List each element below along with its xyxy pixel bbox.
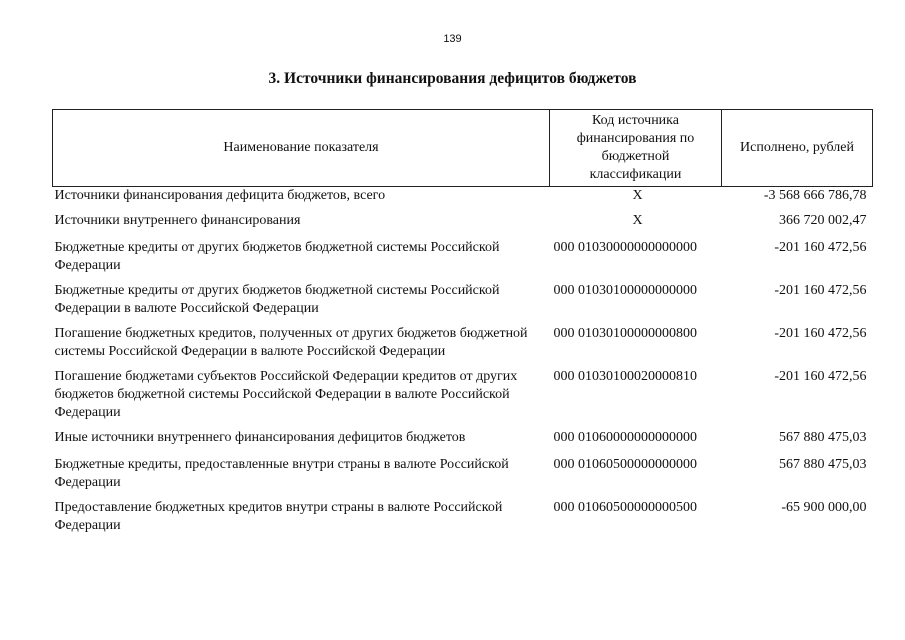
header-executed-amount: Исполнено, рублей <box>722 110 873 187</box>
row-amount: -201 160 472,56 <box>774 283 867 298</box>
row-amount: 366 720 002,47 <box>779 213 867 228</box>
row-amount: -65 900 000,00 <box>781 500 867 515</box>
row-code: X <box>632 188 643 203</box>
row-code: 000 01030100000000800 <box>553 326 697 341</box>
row-name: Бюджетные кредиты от других бюджетов бюджетной системы Российской Федерации <box>54 240 500 273</box>
table-row <box>53 206 873 231</box>
row-amount: 567 880 475,03 <box>779 430 867 445</box>
table-row <box>53 493 873 536</box>
row-code: 000 01060500000000500 <box>553 500 697 515</box>
row-amount: 567 880 475,03 <box>779 457 867 472</box>
row-amount: -201 160 472,56 <box>774 369 867 384</box>
row-name: Источники финансирования дефицита бюджетов, всего <box>54 188 386 203</box>
row-amount: -201 160 472,56 <box>774 240 867 255</box>
financing-sources-table <box>52 109 873 536</box>
row-name: Погашение бюджетами субъектов Российской Федерации кредитов от других бюджетов бюджетной системы Российской Федерации в валюте Российской Федерации <box>54 369 518 420</box>
row-name: Бюджетные кредиты, предоставленные внутри страны в валюте Российской Федерации <box>54 457 509 490</box>
table-row <box>53 276 873 319</box>
table-row <box>53 448 873 493</box>
row-code: 000 01060500000000000 <box>553 457 697 472</box>
table-row <box>53 362 873 423</box>
table-row <box>53 319 873 362</box>
row-amount: -201 160 472,56 <box>774 326 867 341</box>
table-row <box>53 187 873 207</box>
row-name: Иные источники внутреннего финансирования дефицитов бюджетов <box>54 430 466 445</box>
table-header <box>53 110 873 187</box>
section-title: 3. Источники финансирования дефицитов бюджетов <box>268 70 637 87</box>
table-row <box>53 423 873 448</box>
row-code: 000 01030100020000810 <box>553 369 697 384</box>
page-number: 139 <box>443 33 462 45</box>
row-name: Бюджетные кредиты от других бюджетов бюджетной системы Российской Федерации в валюте Российской Федерации <box>54 283 500 316</box>
table-row <box>53 231 873 276</box>
row-code: 000 01060000000000000 <box>553 430 697 445</box>
row-amount: -3 568 666 786,78 <box>763 188 867 203</box>
row-code: 000 01030100000000000 <box>553 283 697 298</box>
header-indicator-name: Наименование показателя <box>53 110 550 187</box>
row-code: 000 01030000000000000 <box>553 240 697 255</box>
row-name: Предоставление бюджетных кредитов внутри страны в валюте Российской Федерации <box>54 500 503 533</box>
header-source-code: Код источника финансирования по бюджетной классификации <box>550 110 722 187</box>
row-name: Источники внутреннего финансирования <box>54 213 301 228</box>
row-name: Погашение бюджетных кредитов, полученных от других бюджетов бюджетной системы Российской Федерации в валюте Российской Федерации <box>54 326 528 359</box>
row-code: X <box>632 213 643 228</box>
